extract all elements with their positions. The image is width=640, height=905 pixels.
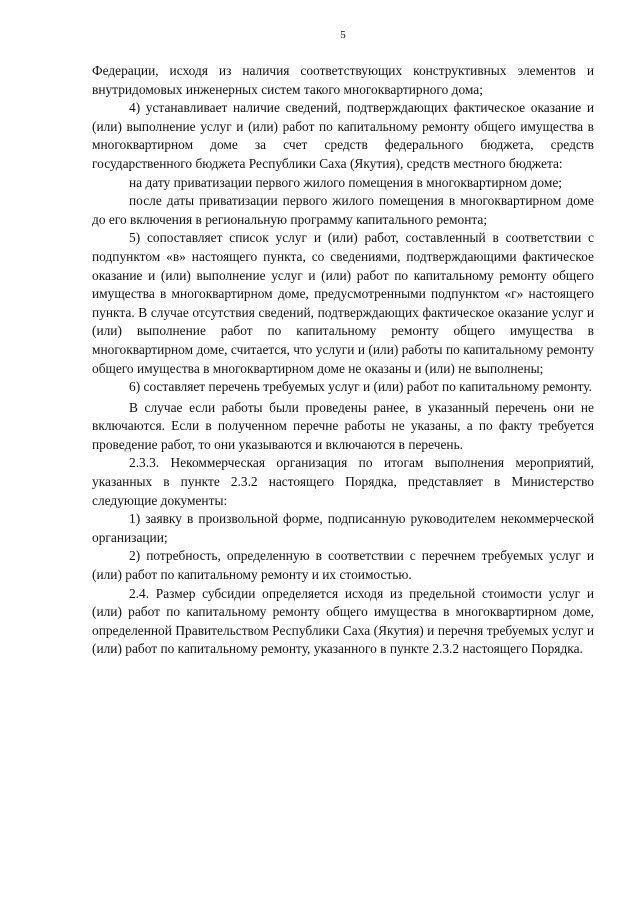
page-number: 5: [340, 29, 346, 41]
paragraph-2-4: 2.4. Размер субсидии определяется исходя из предельной стоимости услуг и (или) работ по капитальному ремонту общего имущества в многоквартирном доме, определенной Правительством Республики Саха (Якутия) и перечня требуемых услуг и (или) работ по капитальному ремонту, указанного в пункте 2.3.2 настоящего Порядка.: [92, 585, 594, 657]
document-body: [92, 62, 594, 659]
paragraph-privatization-date: на дату приватизации первого жилого помещения в многоквартирном доме;: [129, 174, 563, 190]
paragraph-2-3-3: 2.3.3. Некоммерческая организация по итогам выполнения мероприятий, указанных в пункте 2.3.2 настоящего Порядка, представляет в Министерство следующие документы:: [92, 455, 594, 508]
paragraph-item-6: 6) составляет перечень требуемых услуг и (или) работ по капитальному ремонту.: [129, 379, 592, 395]
paragraph-document-2: 2) потребность, определенную в соответствии с перечнем требуемых услуг и (или) работ по капитальному ремонту и их стоимостью.: [92, 548, 594, 583]
paragraph-continuation: Федерации, исходя из наличия соответствующих конструктивных элементов и внутридомовых инженерных систем такого многоквартирного дома;: [92, 63, 594, 97]
paragraph-previous-works: В случае если работы были проведены ранее, в указанный перечень они не включаются. Если в полученном перечне работы не указаны, а по факту требуется проведение работ, то они указываются и включаются в перечень.: [92, 399, 594, 452]
paragraph-after-privatization: после даты приватизации первого жилого помещения в многоквартирном доме до его включения в региональную программу капитального ремонта;: [92, 193, 594, 227]
paragraph-item-5: 5) сопоставляет список услуг и (или) работ, составленный в соответствии с подпунктом «в» настоящего пункта, со сведениями, подтверждающими фактическое оказание и (или) выполнение услуг и (или) работ по капитальному ремонту общего имущества в многоквартирном доме, предусмотренными подпунктом «г» настоящего пункта. В случае отсутствия сведений, подтверждающих фактическое оказание услуг и (или) выполнение работ по капитальному ремонту общего имущества в многоквартирном доме, считается, что услуги и (или) работы по капитальному ремонту общего имущества в многоквартирном доме не оказаны и (или) не выполнены;: [92, 230, 594, 376]
paragraph-item-4: 4) устанавливает наличие сведений, подтверждающих фактическое оказание и (или) выполнение услуг и (или) работ по капитальному ремонту общего имущества в многоквартирном доме за счет средств федерального бюджета, средств государственного бюджета Республики Саха (Якутия), средств местного бюджета:: [92, 100, 594, 171]
paragraph-document-1: 1) заявку в произвольной форме, подписанную руководителем некоммерческой организации;: [92, 511, 594, 545]
